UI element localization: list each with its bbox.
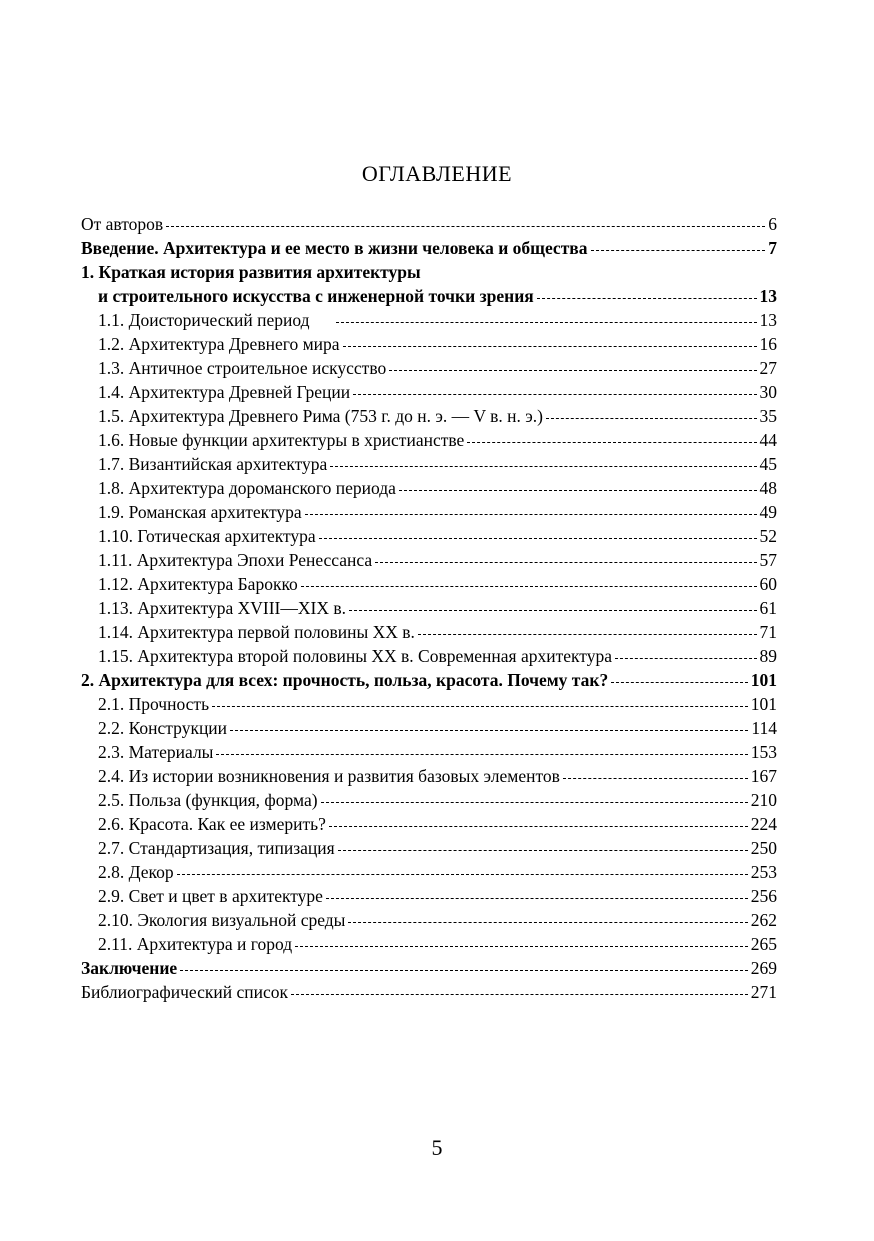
toc-entry-page: 61: [759, 598, 777, 618]
toc-entry-label: 1.9. Романская архитектура: [98, 502, 302, 522]
dot-leader: [301, 586, 757, 587]
toc-entry-2-8: [81, 860, 777, 884]
dot-leader: [166, 226, 765, 227]
toc-entry-1-14: [81, 620, 777, 644]
dot-leader: [338, 850, 748, 851]
toc-entry-label: 1.13. Архитектура XVIII—XIX в.: [98, 598, 346, 618]
dot-leader: [591, 250, 766, 251]
page-number: 5: [431, 1135, 443, 1160]
toc-entry-1-4: [81, 380, 777, 404]
toc-entry-1-2: [81, 332, 777, 356]
toc-entry-conclusion: [81, 956, 777, 980]
toc-entry-label: Библиографический список: [81, 982, 289, 1002]
toc-entry-page: 224: [750, 814, 777, 834]
toc-entry-page: 57: [759, 550, 777, 570]
toc-title: ОГЛАВЛЕНИЕ: [361, 161, 513, 186]
toc-entry-label: 2.10. Экология визуальной среды: [98, 910, 346, 930]
dot-leader: [321, 802, 748, 803]
toc-entry-label: 2.4. Из истории возникновения и развития базовых элементов: [98, 766, 560, 786]
toc-entry-label: 1.15. Архитектура второй половины XX в. Современная архитектура: [98, 646, 612, 666]
dot-leader: [343, 346, 757, 347]
toc-entry-page: 45: [759, 454, 777, 474]
toc-entry-page: 30: [759, 382, 777, 402]
toc-entry-page: 49: [759, 502, 777, 522]
toc-entry-label: 2.7. Стандартизация, типизация: [98, 838, 335, 858]
toc-entry-1-7: [81, 452, 777, 476]
dot-leader: [418, 634, 757, 635]
dot-leader: [615, 658, 757, 659]
toc-entry-label: 1.12. Архитектура Барокко: [98, 574, 298, 594]
dot-leader: [216, 754, 747, 755]
toc-entry-label: 1.2. Архитектура Древнего мира: [98, 334, 340, 354]
toc-entry-page: 101: [750, 694, 777, 714]
toc-entry-page: 210: [750, 790, 777, 810]
toc-entry-page: 271: [750, 982, 777, 1002]
toc-entry-1-11: [81, 548, 777, 572]
dot-leader: [611, 682, 748, 683]
toc-entry-page: 60: [759, 574, 777, 594]
toc-entry-page: 44: [759, 430, 777, 450]
toc-entry-label: и строительного искусства с инженерной точки зрения: [98, 286, 534, 306]
toc-entry-1-1: [81, 308, 777, 332]
dot-leader: [326, 898, 748, 899]
toc-chapter-1-heading: 1. Краткая история развития архитектуры: [81, 262, 421, 282]
toc-entry-1-5: [81, 404, 777, 428]
toc-entry-1-12: [81, 572, 777, 596]
toc-entry-1-15: [81, 644, 777, 668]
toc-entry-from-authors: [81, 212, 777, 236]
toc-entry-label: 2.11. Архитектура и город: [98, 934, 293, 954]
toc-entry-page: 71: [759, 622, 777, 642]
toc-entry-2-11: [81, 932, 777, 956]
toc-entry-page: 16: [759, 334, 777, 354]
toc-entry-page: 13: [759, 286, 777, 306]
dot-leader: [305, 514, 757, 515]
dot-leader: [399, 490, 757, 491]
toc-entry-1-6: [81, 428, 777, 452]
toc-entry-label: 2.3. Материалы: [98, 742, 214, 762]
toc-entry-2-2: [81, 716, 777, 740]
toc-entry-page: 7: [768, 238, 777, 258]
toc-entry-label: 2.1. Прочность: [98, 694, 210, 714]
dot-leader: [319, 538, 757, 539]
dot-leader: [177, 874, 748, 875]
toc-entry-page: 35: [759, 406, 777, 426]
toc-entry-2-6: [81, 812, 777, 836]
toc-entry-label: 1.7. Византийская архитектура: [98, 454, 328, 474]
toc-entry-1-10: [81, 524, 777, 548]
toc-entry-label: 1.10. Готическая архитектура: [98, 526, 316, 546]
toc-entry-label: 2.6. Красота. Как ее измерить?: [98, 814, 326, 834]
toc-entry-1-9: [81, 500, 777, 524]
toc-entry-label: 1.6. Новые функции архитектуры в христианстве: [98, 430, 465, 450]
dot-leader: [348, 922, 747, 923]
dot-leader: [180, 970, 748, 971]
toc-entry-2-9: [81, 884, 777, 908]
toc-entry-label: 2.8. Декор: [98, 862, 174, 882]
dot-leader: [291, 994, 748, 995]
toc-entry-2-3: [81, 740, 777, 764]
toc-entry-page: 52: [759, 526, 777, 546]
toc-entry-label: 2.9. Свет и цвет в архитектуре: [98, 886, 323, 906]
toc-entry-page: 253: [750, 862, 777, 882]
toc-entry-label: Заключение: [81, 958, 178, 978]
toc-entry-label: 1.11. Архитектура Эпохи Ренессанса: [98, 550, 373, 570]
dot-leader: [212, 706, 748, 707]
toc-entry-page: 48: [759, 478, 777, 498]
toc-entry-label: 1.4. Архитектура Древней Греции: [98, 382, 351, 402]
toc-entry-page: 101: [750, 670, 777, 690]
dot-leader: [230, 730, 748, 731]
toc-entry-label: 2.2. Конструкции: [98, 718, 228, 738]
toc-entry-label: 1.1. Доисторический период: [98, 310, 310, 330]
toc-entry-page: 27: [759, 358, 777, 378]
toc-entry-2-7: [81, 836, 777, 860]
dot-leader: [375, 562, 756, 563]
toc-entry-page: 265: [750, 934, 777, 954]
dot-leader: [329, 826, 748, 827]
toc-entry-label: 1.5. Архитектура Древнего Рима (753 г. до н. э. — V в. н. э.): [98, 406, 544, 426]
toc-entry-page: 250: [750, 838, 777, 858]
toc-entry-label: 1.8. Архитектура дороманского периода: [98, 478, 396, 498]
toc-entry-label: Введение. Архитектура и ее место в жизни человека и общества: [81, 238, 588, 258]
toc-entry-page: 114: [751, 718, 777, 738]
toc-chapter-2: [81, 668, 777, 692]
toc-entry-label: От авторов: [81, 214, 164, 234]
toc-entry-label: 1.3. Античное строительное искусство: [98, 358, 387, 378]
dot-leader: [336, 322, 757, 323]
toc-entry-label: 1.14. Архитектура первой половины XX в.: [98, 622, 415, 642]
toc-entry-2-10: [81, 908, 777, 932]
toc-entry-2-4: [81, 764, 777, 788]
dot-leader: [467, 442, 756, 443]
dot-leader: [349, 610, 757, 611]
toc-entry-bibliography: [81, 980, 777, 1004]
dot-leader: [546, 418, 756, 419]
toc-entry-page: 256: [750, 886, 777, 906]
dot-leader: [330, 466, 756, 467]
dot-leader: [537, 298, 757, 299]
toc-entry-1-13: [81, 596, 777, 620]
dot-leader: [389, 370, 756, 371]
toc-chapter-1-continuation: [81, 284, 777, 308]
toc-entry-label: 2. Архитектура для всех: прочность, польза, красота. Почему так?: [81, 670, 609, 690]
toc-entry-2-5: [81, 788, 777, 812]
toc-entry-2-1: [81, 692, 777, 716]
dot-leader: [295, 946, 748, 947]
toc-entry-page: 167: [750, 766, 777, 786]
dot-leader: [353, 394, 756, 395]
toc-entry-page: 269: [750, 958, 777, 978]
toc-entry-introduction: [81, 236, 777, 260]
toc-entry-page: 153: [750, 742, 777, 762]
toc-entry-page: 262: [750, 910, 777, 930]
table-of-contents: [81, 212, 777, 1004]
toc-entry-page: 13: [759, 310, 777, 330]
toc-entry-1-8: [81, 476, 777, 500]
toc-entry-page: 89: [759, 646, 777, 666]
toc-entry-1-3: [81, 356, 777, 380]
toc-entry-page: 6: [768, 214, 777, 234]
toc-entry-label: 2.5. Польза (функция, форма): [98, 790, 318, 810]
dot-leader: [563, 778, 748, 779]
